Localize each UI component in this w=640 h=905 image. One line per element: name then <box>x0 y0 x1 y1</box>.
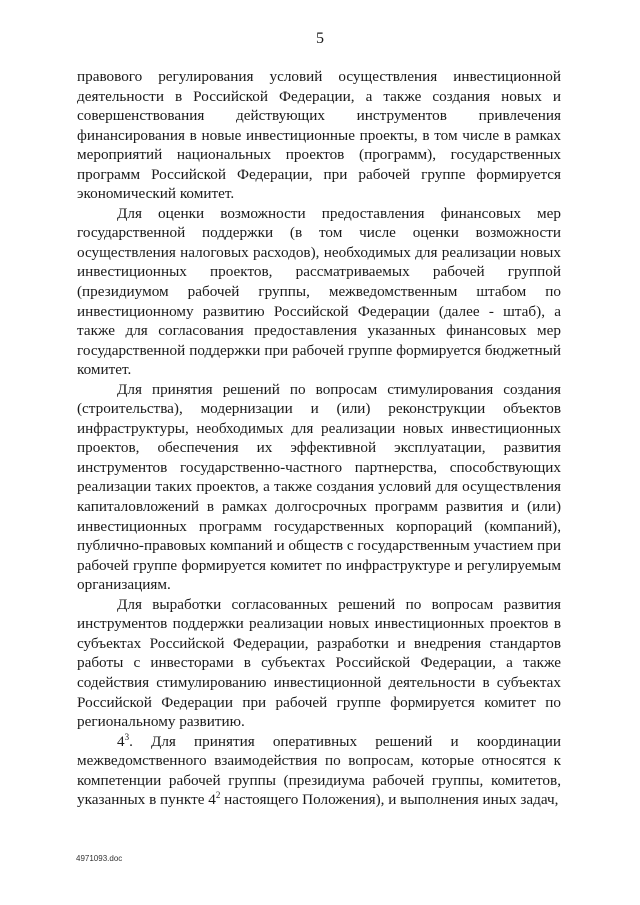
body-text <box>77 67 561 810</box>
paragraph-economic-committee: правового регулирования условий осуществления инвестиционной деятельности в Российской Федерации, а также создания новых и совершенствования действующих инструментов привлечения финансирования в новые инвестиционные проекты, в том числе в рамках мероприятий национальных проектов (программ), государственных программ Российской Федерации, при рабочей группе формируется экономический комитет. <box>77 68 561 203</box>
clause-number: 4 <box>117 732 125 750</box>
clause-lead-text: . Для принятия оперативных решений и координации межведомственного взаимодействия по вопросам, которые относятся к компетенции рабочей группы (президиума рабочей группы, комитетов, указанных в пункте 4 <box>77 732 561 809</box>
paragraph-regional-committee: Для выработки согласованных решений по вопросам развития инструментов поддержки реализации новых инвестиционных проектов в субъектах Российской Федерации, разработки и внедрения стандартов работы с инвесторами в субъектах Российской Федерации, а также содействия стимулированию инвестиционной деятельности в субъектах Российской Федерации при рабочей группе формируется комитет по региональному развитию. <box>77 595 561 731</box>
paragraph-budget-committee: Для оценки возможности предоставления финансовых мер государственной поддержки (в том числе оценки возможности осуществления налоговых расходов), необходимых для реализации новых инвестиционных проектов, рассматриваемых рабочей группой (президиумом рабочей группы, межведомственным штабом по инвестиционному развитию Российской Федерации (далее - штаб), а также для согласования предоставления указанных финансовых мер государственной поддержки при рабочей группе формируется бюджетный комитет. <box>77 204 561 379</box>
paragraph-infrastructure-committee: Для принятия решений по вопросам стимулирования создания (строительства), модернизации и (или) реконструкции объектов инфраструктуры, необходимых для реализации новых инвестиционных проектов, обеспечения их эффективной эксплуатации, развития инструментов государственно-частного партнерства, способствующих реализации таких проектов, а также создания условий для осуществления капиталовложений в рамках долгосрочных программ развития и (или) инвестиционных программ государственных корпораций (компаний), публично-правовых компаний и обществ с государственным участием при рабочей группе формируется комитет по инфраструктуре и регулируемым организациям. <box>77 380 562 594</box>
file-name-footer: 4971093.doc <box>76 854 123 863</box>
clause-number-superscript: 3 <box>124 731 130 742</box>
clause-reference-superscript: 2 <box>215 790 221 801</box>
clause-tail-text: настоящего Положения), и выполнения иных задач, <box>220 791 559 809</box>
paragraph-clause-4-3 <box>77 732 561 810</box>
page-number: 5 <box>316 30 324 47</box>
